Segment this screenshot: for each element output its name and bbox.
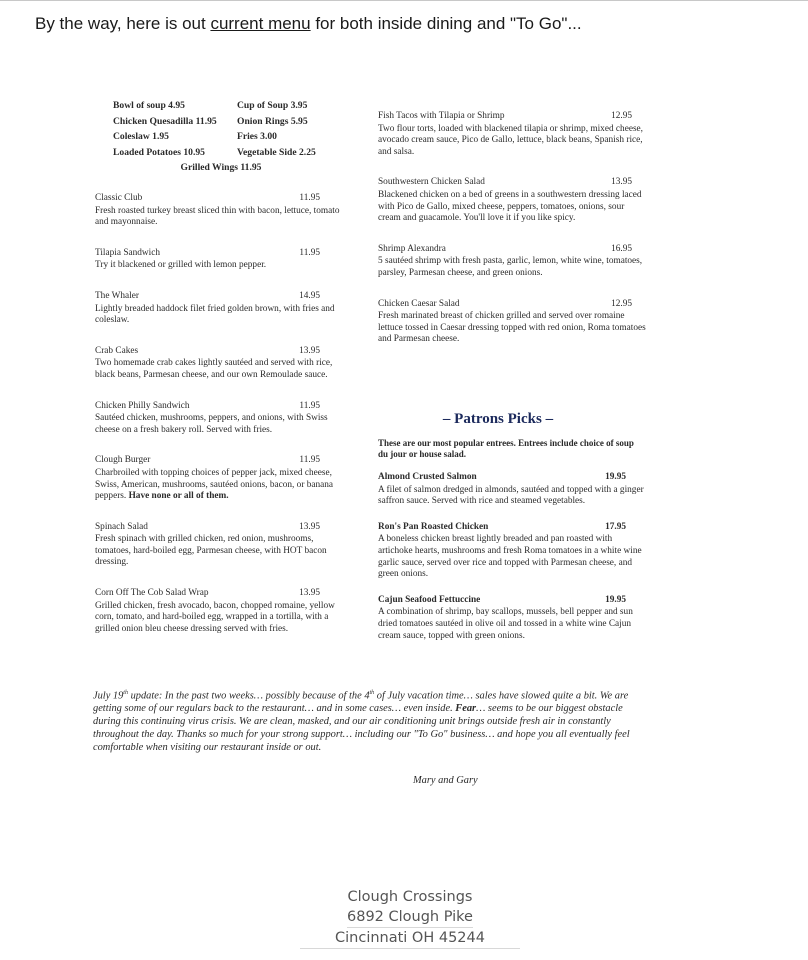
menu-item-name: Ron's Pan Roasted Chicken	[378, 521, 489, 532]
sides-row	[113, 98, 323, 114]
sides-row	[113, 129, 323, 145]
top-divider	[0, 0, 808, 1]
menu-item	[378, 244, 646, 280]
address-name: Clough Crossings	[347, 889, 473, 905]
side-item: Onion Rings 5.95	[237, 115, 308, 127]
menu-item-desc: Grilled chicken, fresh avocado, bacon, chopped romaine, yellow corn, tomato, and hard-boiled egg, wrapped in a tortilla, with a grilled onion bleu cheese dressing served with fries.	[95, 600, 335, 634]
update-fear: Fear	[455, 703, 477, 715]
side-item: Cup of Soup 3.95	[237, 100, 308, 111]
side-item: Loaded Potatoes 10.95	[113, 146, 205, 158]
menu-item	[95, 193, 340, 229]
menu-item-price: 17.95	[605, 521, 626, 532]
menu-item-desc: Lightly breaded haddock filet fried golden brown, with fries and coleslaw.	[95, 303, 335, 326]
intro-text	[35, 14, 582, 34]
side-item: Chicken Quesadilla 11.95	[113, 115, 217, 127]
intro-before: By the way, here is out	[35, 14, 211, 33]
menu-item	[378, 299, 646, 346]
sides-list	[113, 98, 323, 176]
menu-item-price: 13.95	[299, 521, 320, 532]
menu-item-name: Southwestern Chicken Salad	[378, 177, 485, 188]
intro-after: for both inside dining and "To Go"...	[310, 14, 582, 33]
side-item: Coleslaw 1.95	[113, 131, 169, 142]
menu-item-desc: Sautéed chicken, mushrooms, peppers, and onions, with Swiss cheese on a fresh bakery roll. Served with fries.	[95, 413, 328, 435]
menu-item	[95, 401, 340, 437]
menu-item-desc: Two flour torts, loaded with blackened tilapia or shrimp, mixed cheese, avocado cream sauce, Pico de Gallo, lettuce, black beans, Spanish rice, and salsa.	[378, 123, 644, 157]
menu-item	[378, 111, 646, 158]
side-item: Fries 3.00	[237, 131, 277, 142]
menu-item-desc: Fresh roasted turkey breast sliced thin with bacon, lettuce, tomato and mayonnaise.	[95, 205, 340, 228]
menu-item-desc: Blackened chicken on a bed of greens in a southwestern dressing laced with Pico de Gallo, mixed cheese, peppers, tomatoes, onions, sour cream and guacamole. You'll love it if you like spicy.	[378, 189, 642, 224]
menu-item-desc	[95, 468, 340, 503]
address-street: 6892 Clough Pike	[347, 907, 473, 928]
menu-item-price: 16.95	[611, 243, 632, 254]
update-sup: th	[369, 690, 375, 696]
side-item-centered: Grilled Wings 11.95	[180, 162, 262, 173]
menu-item-price: 11.95	[299, 400, 320, 411]
menu-item-name: Spinach Salad	[95, 521, 148, 532]
update-date-sup: th	[123, 690, 128, 696]
menu-item-price: 19.95	[605, 472, 626, 482]
menu-item-desc: Two homemade crab cakes lightly sautéed and served with rice, black beans, Parmesan cheese, and our own Remoulade sauce.	[95, 358, 333, 380]
menu-item-name: Corn Off The Cob Salad Wrap	[95, 588, 209, 599]
menu-item-price: 19.95	[605, 594, 626, 605]
menu-item-name: Cajun Seafood Fettuccine	[378, 594, 481, 605]
menu-item-price: 11.95	[299, 247, 320, 258]
menu-item-name: Fish Tacos with Tilapia or Shrimp	[378, 111, 505, 121]
menu-column-right	[378, 111, 646, 365]
menu-item	[95, 248, 340, 272]
menu-item-desc: Try it blackened or grilled with lemon pepper.	[95, 260, 267, 271]
address-city: Cincinnati OH 45244	[300, 928, 520, 949]
menu-item	[378, 595, 646, 642]
sides-row	[113, 145, 323, 161]
side-item: Vegetable Side 2.25	[237, 146, 316, 158]
menu-item-price: 12.95	[611, 111, 632, 121]
menu-item-name: Crab Cakes	[95, 345, 139, 356]
update-date: July 19	[93, 690, 124, 702]
menu-item-desc: Fresh marinated breast of chicken grilled and served over romaine lettuce tossed in Caesar dressing topped with red onion, Roma tomatoes and Parmesan cheese.	[378, 311, 646, 345]
menu-item	[378, 177, 646, 224]
current-menu-link[interactable]: current menu	[210, 14, 311, 33]
side-item: Bowl of soup 4.95	[113, 100, 185, 111]
update-text-2: of July vacation time… sales have slowed quite a bit. We are getting some of our regulars back to the restaurant… and in some cases… even inside.	[93, 690, 629, 715]
sides-row	[113, 114, 323, 130]
menu-item-desc: A filet of salmon dredged in almonds, sautéed and topped with a ginger saffron sauce. Served with rice and steamed vegetables.	[378, 484, 644, 507]
menu-column-left	[95, 193, 340, 654]
menu-item-desc: A combination of shrimp, bay scallops, mussels, bell pepper and sun dried tomatoes sautéed in olive oil and tossed in a white wine Cajun cream sauce, topped with green onions.	[378, 607, 633, 641]
update-note	[93, 687, 633, 754]
menu-item-price: 12.95	[611, 298, 632, 309]
menu-item	[95, 291, 340, 327]
menu-item-name: Classic Club	[95, 193, 143, 203]
menu-item	[95, 455, 340, 502]
menu-item	[95, 346, 340, 382]
menu-item-desc-bold: Have none or all of them.	[128, 491, 229, 502]
menu-item	[95, 588, 340, 635]
patrons-picks-intro: These are our most popular entrees. Entrees include choice of soup du jour or house salad.	[378, 438, 634, 459]
address-block	[300, 887, 520, 949]
patrons-picks-heading: – Patrons Picks –	[442, 411, 554, 427]
menu-item-price: 11.95	[299, 193, 320, 203]
menu-item-name: Almond Crusted Salmon	[378, 472, 477, 482]
patrons-picks-list	[378, 472, 646, 656]
menu-item-name: Tilapia Sandwich	[95, 247, 160, 258]
menu-item-desc: A boneless chicken breast lightly breaded and pan roasted with artichoke hearts, mushrooms and fresh Roma tomatoes in a white wine garlic sauce, served over rice and topped with Parmesan cheese, and green onions.	[378, 534, 642, 580]
menu-item-name: Chicken Philly Sandwich	[95, 400, 190, 411]
menu-item-price: 13.95	[299, 588, 320, 599]
menu-item-price: 13.95	[299, 345, 320, 356]
menu-item	[378, 472, 646, 508]
update-text-3: … seems to be our biggest obstacle during this continuing virus crisis. We are clean, masked, and our air conditioning unit brings outside fresh air in constantly throughout the day. Thanks so much for your strong support… including our "To Go" business… and hope you all eventually feel comfortable when visiting our restaurant inside or out.	[93, 703, 630, 754]
menu-item-desc: 5 sautéed shrimp with fresh pasta, garlic, lemon, white wine, tomatoes, parsley, Parmesan cheese, and green onions.	[378, 256, 643, 278]
signature: Mary and Gary	[413, 775, 478, 786]
menu-item-desc-text: Charbroiled with topping choices of pepper jack, mixed cheese, Swiss, American, mushrooms, sautéed onions, bacon, or banana peppers.	[95, 467, 334, 502]
menu-item-name: Clough Burger	[95, 455, 151, 466]
menu-item-desc: Fresh spinach with grilled chicken, red onion, mushrooms, tomatoes, hard-boiled egg, Parmesan cheese, with HOT bacon dressing.	[95, 534, 327, 568]
menu-item-price: 11.95	[299, 455, 320, 466]
menu-item-name: The Whaler	[95, 290, 139, 301]
menu-item-price: 13.95	[611, 177, 632, 188]
menu-item-name: Shrimp Alexandra	[378, 243, 446, 254]
menu-item	[95, 522, 340, 569]
update-text-1: update: In the past two weeks… possibly because of the 4	[127, 690, 370, 702]
menu-item-name: Chicken Caesar Salad	[378, 298, 460, 309]
menu-item	[378, 522, 646, 581]
menu-item-price: 14.95	[299, 290, 320, 301]
